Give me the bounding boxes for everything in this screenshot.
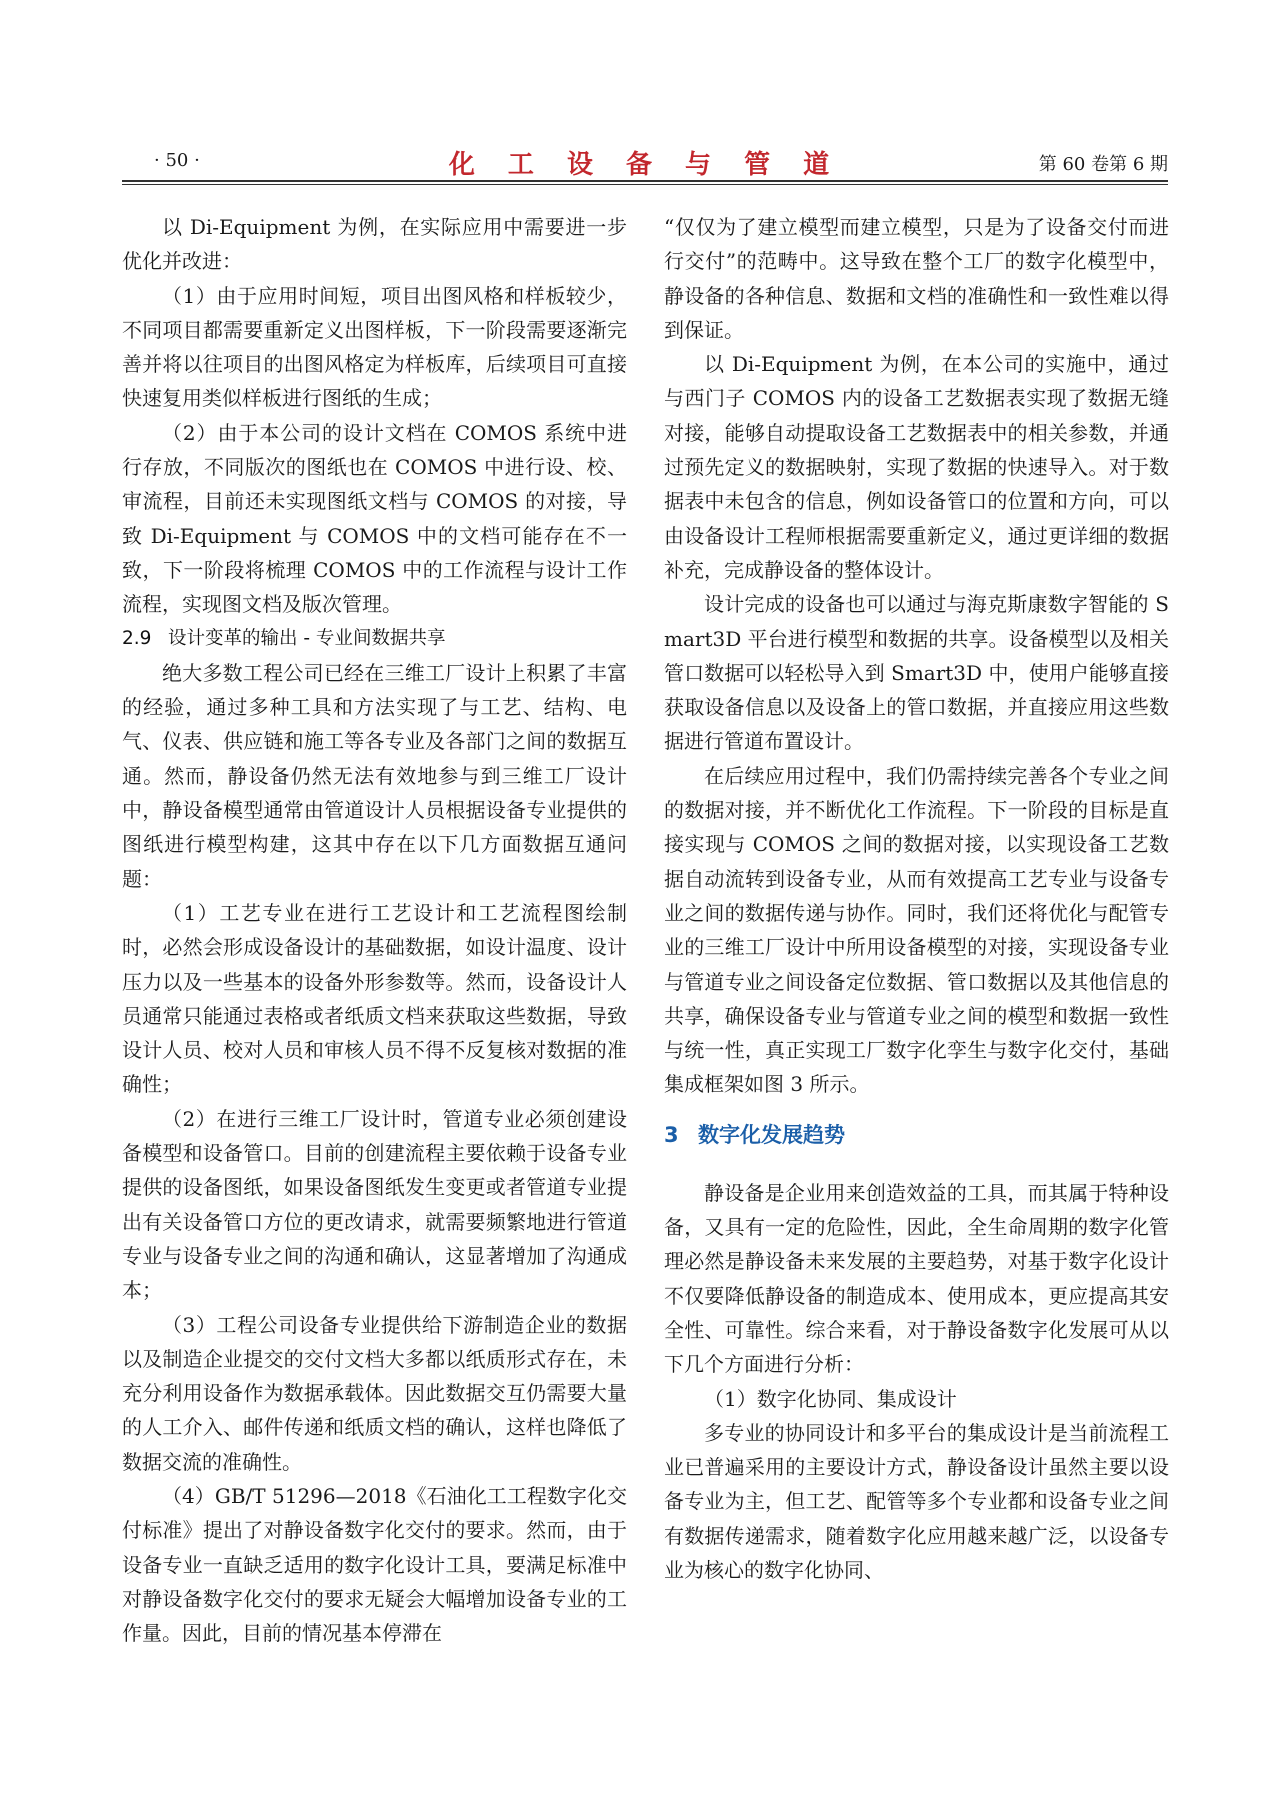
paragraph: （4）GB/T 51296—2018《石油化工工程数字化交付标准》提出了对静设备数字化交付的要求。然而，由于设备专业一直缺乏适用的数字化设计工具，要满足标准中对静设备数字化交付的要求无疑会大幅增加设备专业的工作量。因此，目前的情况基本停滞在 (122, 1483, 627, 1646)
header-rule-thin (122, 184, 1168, 185)
paragraph: “仅仅为了建立模型而建立模型，只是为了设备交付而进行交付”的范畴中。这导致在整个工厂的数字化模型中，静设备的各种信息、数据和文档的准确性和一致性难以得到保证。 (664, 215, 1169, 342)
issue-label: 第 60 卷第 6 期 (1038, 154, 1168, 175)
paragraph: （2）在进行三维工厂设计时，管道专业必须创建设备模型和设备管口。目前的创建流程主要依赖于设备专业提供的设备图纸，如果设备图纸发生变更或者管道专业提出有关设备管口方位的更改请求，就需要频繁地进行管道专业与设备专业之间的沟通和确认，这显著增加了沟通成本； (122, 1106, 627, 1303)
page-number: · 50 · (154, 150, 200, 171)
section-number: 2.9 (122, 627, 152, 649)
paragraph: 在后续应用过程中，我们仍需持续完善各个专业之间的数据对接，并不断优化工作流程。下一阶段的目标是直接实现与 COMOS 之间的数据对接，以实现设备工艺数据自动流转到设备专业，从而有效提高工艺专业与设备专业之间的数据传递与协作。同时，我们还将优化与配管专业的三维工厂设计中所用设备模型的对接，实现设备专业与管道专业之间设备定位数据、管口数据以及其他信息的共享，确保设备专业与管道专业之间的模型和数据一致性与统一性，真正实现工厂数字化孪生与数字化交付，基础集成框架如图 3 所示。 (664, 763, 1169, 1097)
paragraph: 以 Di-Equipment 为例，在实际应用中需要进一步优化并改进： (122, 215, 627, 274)
section-title: 数字化发展趋势 (698, 1122, 845, 1147)
journal-title: 化 工 设 备 与 管 道 (448, 150, 842, 180)
paragraph: （1）数字化协同、集成设计 (704, 1386, 957, 1411)
paragraph: （1）由于应用时间短，项目出图风格和样板较少，不同项目都需要重新定义出图样板，下一阶段需要逐渐完善并将以往项目的出图风格定为样板库，后续项目可直接快速复用类似样板进行图纸的生成； (122, 283, 627, 411)
paragraph: （3）工程公司设备专业提供给下游制造企业的数据以及制造企业提交的交付文档大多都以纸质形式存在，未充分利用设备作为数据承载体。因此数据交互仍需要大量的人工介入、邮件传递和纸质文档的确认，这样也降低了数据交流的准确性。 (122, 1312, 627, 1474)
section-heading-2-9 (122, 622, 627, 656)
paragraph: 以 Di-Equipment 为例，在本公司的实施中，通过与西门子 COMOS 内的设备工艺数据表实现了数据无缝对接，能够自动提取设备工艺数据表中的相关参数，并通过预先定义的数据映射，实现了数据的快速导入。对于数据表中未包含的信息，例如设备管口的位置和方向，可以由设备设计工程师根据需要重新定义，通过更详细的数据补充，完成静设备的整体设计。 (664, 352, 1169, 582)
section-number: 3 (664, 1122, 679, 1147)
paragraph: （2）由于本公司的设计文档在 COMOS 系统中进行存放，不同版次的图纸也在 COMOS 中进行设、校、审流程，目前还未实现图纸文档与 COMOS 的对接，导致 Di-Equipment 与 COMOS 中的文档可能存在不一致，下一阶段将梳理 COMOS 中的工作流程与设计工作流程，实现图文档及版次管理。 (122, 420, 627, 617)
paragraph: （1）工艺专业在进行工艺设计和工艺流程图绘制时，必然会形成设备设计的基础数据，如设计温度、设计压力以及一些基本的设备外形参数等。然而，设备设计人员通常只能通过表格或者纸质文档来获取这些数据，导致设计人员、校对人员和审核人员不得不反复核对数据的准确性； (122, 900, 627, 1097)
left-column (122, 210, 627, 1650)
header-rule-thick (122, 180, 1168, 182)
section-title: 设计变革的输出 - 专业间数据共享 (168, 627, 446, 649)
right-column (664, 210, 1169, 1587)
paragraph: 静设备是企业用来创造效益的工具，而其属于特种设备，又具有一定的危险性，因此，全生命周期的数字化管理必然是静设备未来发展的主要趋势，对基于数字化设计不仅要降低静设备的制造成本、使用成本，更应提高其安全性、可靠性。综合来看，对于静设备数字化发展可从以下几个方面进行分析： (664, 1180, 1169, 1377)
paragraph: 绝大多数工程公司已经在三维工厂设计上积累了丰富的经验，通过多种工具和方法实现了与工艺、结构、电气、仪表、供应链和施工等各专业及各部门之间的数据互通。然而，静设备仍然无法有效地参与到三维工厂设计中，静设备模型通常由管道设计人员根据设备专业提供的图纸进行模型构建，这其中存在以下几方面数据互通问题： (122, 660, 627, 891)
paragraph: 多专业的协同设计和多平台的集成设计是当前流程工业已普遍采用的主要设计方式，静设备设计虽然主要以设备专业为主，但工艺、配管等多个专业都和设备专业之间有数据传递需求，随着数字化应用越来越广泛，以设备专业为核心的数字化协同、 (664, 1420, 1169, 1582)
section-heading-3 (664, 1118, 1169, 1152)
page-header (122, 146, 1168, 182)
paragraph: 设计完成的设备也可以通过与海克斯康数字智能的 Smart3D 平台进行模型和数据的共享。设备模型以及相关管口数据可以轻松导入到 Smart3D 中，使用户能够直接获取设备信息以及设备上的管口数据，并直接应用这些数据进行管道布置设计。 (664, 592, 1169, 754)
